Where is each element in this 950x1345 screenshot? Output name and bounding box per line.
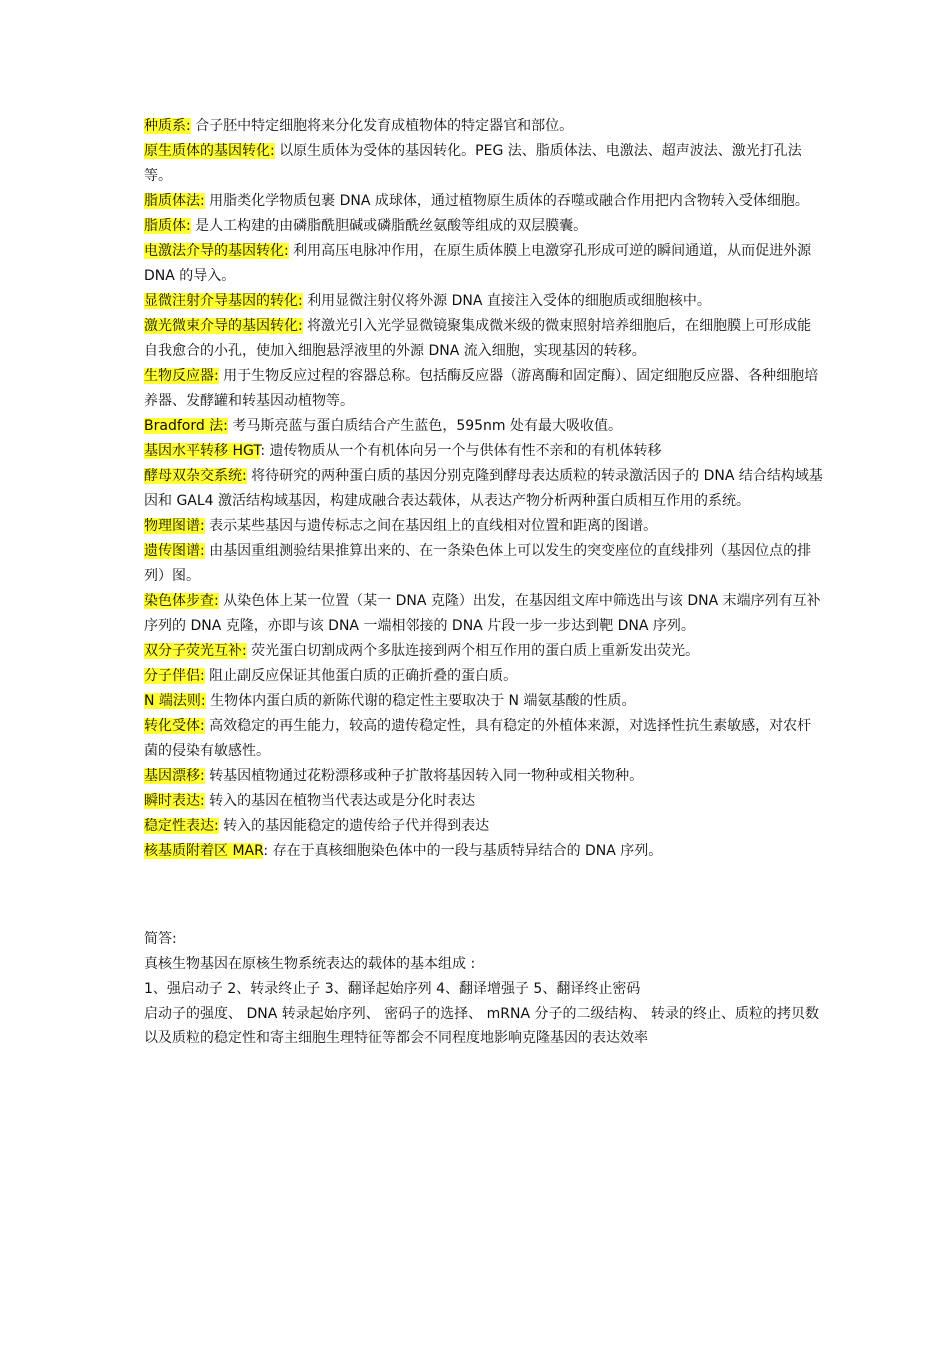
glossary-term: 电激法介导的基因转化:	[144, 243, 289, 259]
glossary-term: 显微注射介导基因的转化:	[144, 293, 303, 309]
glossary-entry	[144, 689, 824, 714]
glossary-entry	[144, 839, 824, 864]
glossary-definition: 阻止副反应保证其他蛋白质的正确折叠的蛋白质。	[204, 668, 518, 684]
glossary-term: 脂质体法:	[144, 193, 205, 209]
glossary-term: 核基质附着区 MAR	[144, 843, 264, 859]
glossary-term: 稳定性表达:	[144, 818, 219, 834]
glossary-definition: 将待研究的两种蛋白质的基因分别克隆到酵母表达质粒的转录激活因子的 DNA 结合结构域基因和 GAL4 激活结构域基因，构建成融合表达载体，从表达产物分析两种蛋白质相互作用的系统。	[144, 468, 823, 509]
glossary-term: 转化受体:	[144, 718, 205, 734]
glossary-term: 瞬时表达:	[144, 793, 205, 809]
glossary-definition: 转入的基因能稳定的遗传给子代并得到表达	[218, 818, 490, 834]
glossary-definition: 转基因植物通过花粉漂移或种子扩散将基因转入同一物种或相关物种。	[204, 768, 644, 784]
glossary-entry	[144, 239, 824, 289]
glossary-definition: : 存在于真核细胞染色体中的一段与基质特异结合的 DNA 序列。	[263, 843, 663, 859]
glossary-definition: 以原生质体为受体的基因转化。PEG 法、脂质体法、电激法、超声波法、激光打孔法等。	[144, 143, 802, 184]
glossary-entry	[144, 764, 824, 789]
glossary-definition: 高效稳定的再生能力，较高的遗传稳定性，具有稳定的外植体来源，对选择性抗生素敏感，对农杆菌的侵染有敏感性。	[144, 718, 812, 759]
glossary-entry	[144, 639, 824, 664]
short-answer-heading: 简答:	[144, 931, 177, 947]
glossary-term: 种质系:	[144, 118, 191, 134]
glossary-term: 激光微束介导的基因转化:	[144, 318, 303, 334]
glossary-entry	[144, 139, 824, 189]
glossary-definition: 是人工构建的由磷脂酰胆碱或磷脂酰丝氨酸等组成的双层膜囊。	[190, 218, 588, 234]
glossary-entry	[144, 414, 824, 439]
glossary-term: 脂质体:	[144, 218, 191, 234]
glossary-entry	[144, 789, 824, 814]
glossary-term: 基因水平转移 HGT	[144, 443, 261, 459]
glossary-term: N 端法则:	[144, 693, 206, 709]
glossary-entry	[144, 664, 824, 689]
glossary-term: 原生质体的基因转化:	[144, 143, 275, 159]
glossary-term: 生物反应器:	[144, 368, 219, 384]
glossary-definition: 考马斯亮蓝与蛋白质结合产生蓝色，595nm 处有最大吸收值。	[227, 418, 623, 434]
glossary-entry	[144, 464, 824, 514]
glossary-entry	[144, 514, 824, 539]
glossary-entry	[144, 589, 824, 639]
glossary-definition: 转入的基因在植物当代表达或是分化时表达	[204, 793, 476, 809]
glossary-definition: 生物体内蛋白质的新陈代谢的稳定性主要取决于 N 端氨基酸的性质。	[205, 693, 636, 709]
glossary-term: 双分子荧光互补:	[144, 643, 247, 659]
glossary-term: 酵母双杂交系统:	[144, 468, 247, 484]
glossary-definition: 由基因重组测验结果推算出来的、在一条染色体上可以发生的突变座位的直线排列（基因位点的排列）图。	[144, 543, 812, 584]
document-body	[144, 114, 824, 1050]
glossary-definition: 利用高压电脉冲作用，在原生质体膜上电激穿孔形成可逆的瞬间通道，从而促进外源 DNA 的导入。	[144, 243, 812, 284]
glossary-entry	[144, 314, 824, 364]
short-answer-items: 1、强启动子 2、转录终止子 3、翻译起始序列 4、翻译增强子 5、翻译终止密码	[144, 981, 641, 997]
glossary-entry	[144, 539, 824, 589]
glossary-entry	[144, 439, 824, 464]
glossary-term: 基因漂移:	[144, 768, 205, 784]
glossary-definition: 表示某些基因与遗传标志之间在基因组上的直线相对位置和距离的图谱。	[204, 518, 658, 534]
glossary-entry	[144, 189, 824, 214]
glossary-term: Bradford 法:	[144, 418, 228, 434]
glossary-entry	[144, 114, 824, 139]
glossary-definition: 荧光蛋白切割成两个多肽连接到两个相互作用的蛋白质上重新发出荧光。	[246, 643, 700, 659]
glossary-definition: 从染色体上某一位置（某一 DNA 克隆）出发，在基因组文库中筛选出与该 DNA 末端序列有互补序列的 DNA 克隆，亦即与该 DNA 一端相邻接的 DNA 片段一步一步达到靶 DNA 序列。	[144, 593, 821, 634]
glossary-entry	[144, 714, 824, 764]
short-answer-explanation: 启动子的强度、 DNA 转录起始序列、 密码子的选择、 mRNA 分子的二级结构、 转录的终止、质粒的拷贝数以及质粒的稳定性和寄主细胞生理特征等都会不同程度地影响克隆基因的表达效率	[144, 1006, 819, 1046]
glossary-definition: 利用显微注射仪将外源 DNA 直接注入受体的细胞质或细胞核中。	[302, 293, 711, 309]
glossary-entry	[144, 289, 824, 314]
glossary-definition: 将激光引入光学显微镜聚集成微米级的微束照射培养细胞后，在细胞膜上可形成能自我愈合的小孔，使加入细胞悬浮液里的外源 DNA 流入细胞，实现基因的转移。	[144, 318, 812, 359]
glossary-definition: : 遗传物质从一个有机体向另一个与供体有性不亲和的有机体转移	[260, 443, 662, 459]
glossary-entry	[144, 214, 824, 239]
glossary-term: 物理图谱:	[144, 518, 205, 534]
glossary-definition: 用于生物反应过程的容器总称。包括酶反应器（游离酶和固定酶）、固定细胞反应器、各种细胞培养器、发酵罐和转基因动植物等。	[144, 368, 819, 409]
short-answer-question: 真核生物基因在原核生物系统表达的载体的基本组成 :	[144, 956, 476, 972]
glossary-term: 染色体步查:	[144, 593, 219, 609]
glossary-term: 分子伴侣:	[144, 668, 205, 684]
section-gap	[144, 864, 824, 927]
glossary-entry	[144, 814, 824, 839]
glossary-list	[144, 114, 824, 864]
glossary-term: 遗传图谱:	[144, 543, 205, 559]
glossary-definition: 用脂类化学物质包裹 DNA 成球体，通过植物原生质体的吞噬或融合作用把内含物转入受体细胞。	[204, 193, 809, 209]
glossary-definition: 合子胚中特定细胞将来分化发育成植物体的特定器官和部位。	[190, 118, 574, 134]
glossary-entry	[144, 364, 824, 414]
